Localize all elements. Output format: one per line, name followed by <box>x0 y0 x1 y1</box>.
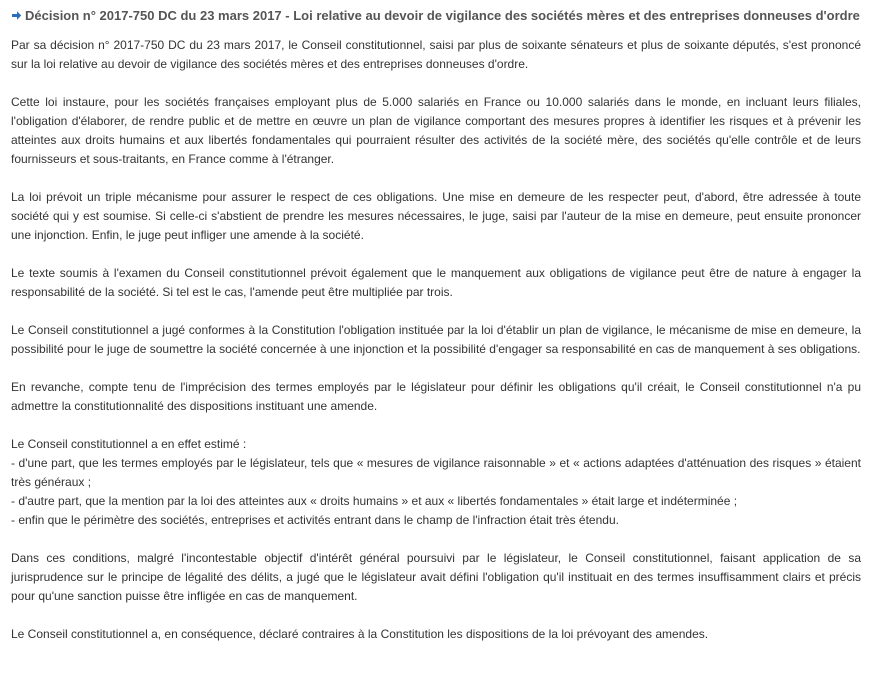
arrow-right-icon <box>11 10 22 21</box>
estime-intro: Le Conseil constitutionnel a en effet estimé : <box>11 437 247 451</box>
paragraph-conformity: Le Conseil constitutionnel a jugé conformes à la Constitution l'obligation instituée par la loi d'établir un plan de vigilance, le mécanisme de mise en demeure, la possibilité pour le juge de soumettre la société concernée à une injonction et la possibilité d'engager sa responsabilité en cas de manquement à ses obligations. <box>11 323 861 356</box>
paragraph-mechanism: La loi prévoit un triple mécanisme pour assurer le respect de ces obligations. Une mise en demeure de les respecter peut, d'abord, être adressée à toute société qui y est soumise. Si celle-ci s'abstient de prendre les mesures nécessaires, le juge, saisi par l'auteur de la mise en demeure, peut ensuite prononcer une injonction. Enfin, le juge peut infliger une amende à la société. <box>11 190 861 242</box>
paragraph-estime <box>11 435 861 530</box>
paragraph-conditions: Dans ces conditions, malgré l'incontestable objectif d'intérêt général poursuivi par le législateur, le Conseil constitutionnel, faisant application de sa jurisprudence sur le principe de légalité des délits, a jugé que le législateur avait défini l'obligation qu'il instituait en des termes insuffisamment clairs et précis pour qu'une sanction puisse être infligée en cas de manquement. <box>11 551 861 603</box>
article-title-block <box>11 8 861 24</box>
estime-item: - enfin que le périmètre des sociétés, entreprises et activités entrant dans le champ de l'infraction était très étendu. <box>11 513 619 527</box>
paragraph-intro: Par sa décision n° 2017-750 DC du 23 mars 2017, le Conseil constitutionnel, saisi par plus de soixante sénateurs et plus de soixante députés, s'est prononcé sur la loi relative au devoir de vigilance des sociétés mères et des entreprises donneuses d'ordre. <box>11 38 861 71</box>
paragraph-conclusion: Le Conseil constitutionnel a, en conséquence, déclaré contraires à la Constitution les dispositions de la loi prévoyant des amendes. <box>11 627 709 641</box>
arrow-right-icon-shape <box>12 11 21 20</box>
estime-item: - d'autre part, que la mention par la loi des atteintes aux « droits humains » et aux « libertés fondamentales » était large et indéterminée ; <box>11 494 738 508</box>
paragraph-scope: Cette loi instaure, pour les sociétés françaises employant plus de 5.000 salariés en France ou 10.000 salariés dans le monde, en incluant leurs filiales, l'obligation d'élaborer, de rendre public et de mettre en œuvre un plan de vigilance comportant des mesures propres à identifier les risques et à prévenir les atteintes aux droits humains et aux libertés fondamentales qui pourraient résulter des activités de la société mère, des sociétés qu'elle contrôle et de leurs fournisseurs et sous-traitants, en France comme à l'étranger. <box>11 95 861 166</box>
page-title: Décision n° 2017-750 DC du 23 mars 2017 - Loi relative au devoir de vigilance des sociétés mères et des entreprises donneuses d'ordre <box>25 8 860 23</box>
article-body <box>11 36 861 644</box>
estime-item: - d'une part, que les termes employés par le législateur, tels que « mesures de vigilance raisonnable » et « actions adaptées d'atténuation des risques » étaient très généraux ; <box>11 456 861 489</box>
paragraph-imprecision: En revanche, compte tenu de l'imprécision des termes employés par le législateur pour définir les obligations qu'il créait, le Conseil constitutionnel n'a pu admettre la constitutionnalité des dispositions instituant une amende. <box>11 380 861 413</box>
paragraph-liability: Le texte soumis à l'examen du Conseil constitutionnel prévoit également que le manquement aux obligations de vigilance peut être de nature à engager la responsabilité de la société. Si tel est le cas, l'amende peut être multipliée par trois. <box>11 266 861 299</box>
